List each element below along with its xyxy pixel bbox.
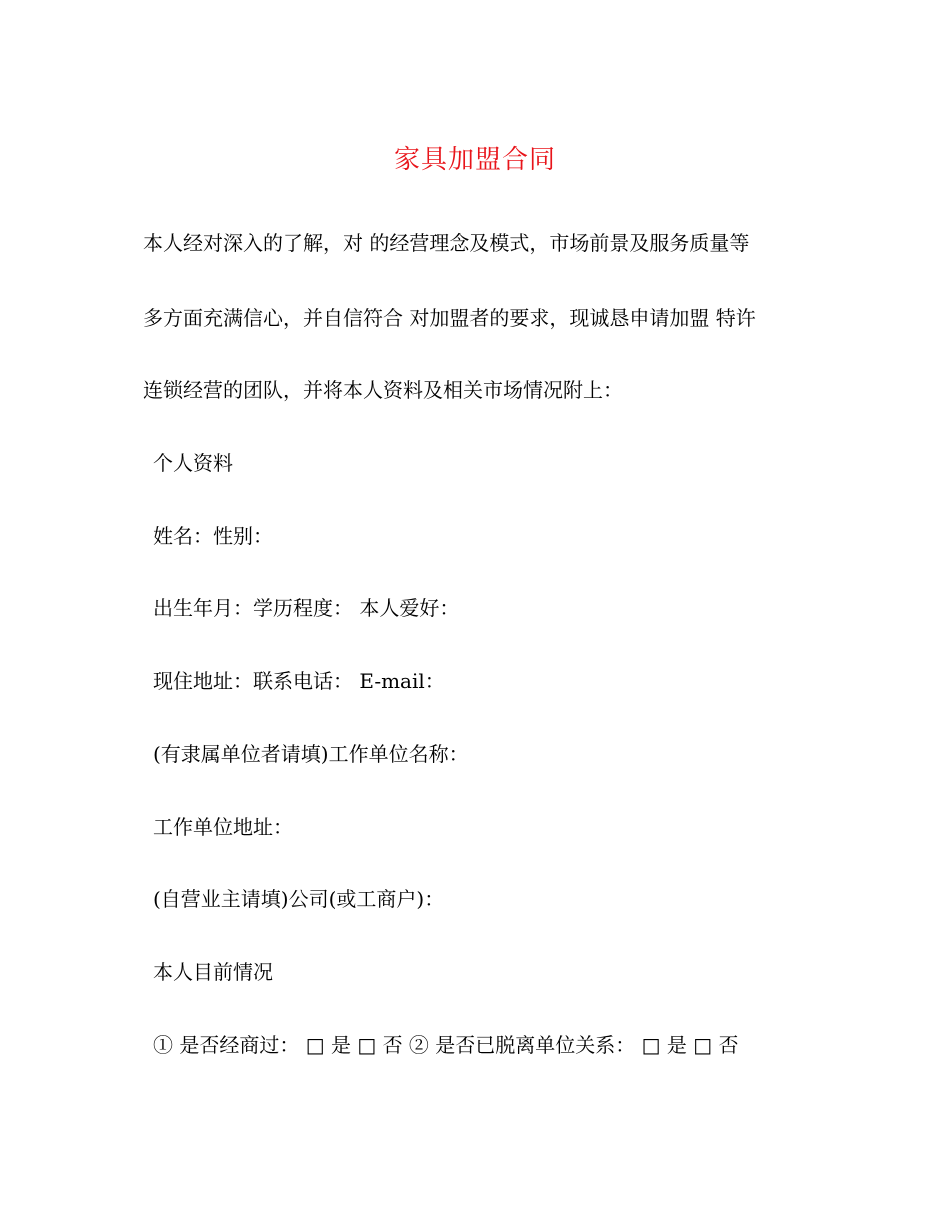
document-title: 家具加盟合同 — [393, 145, 556, 175]
field-name-gender: 姓名：性别： — [153, 524, 273, 548]
intro-line-1: 本人经对深入的了解，对 的经营理念及模式，市场前景及服务质量等 — [143, 231, 750, 255]
section-heading-current-status: 本人目前情况 — [153, 960, 273, 984]
field-employer-name: (有隶属单位者请填)工作单位名称： — [153, 742, 469, 766]
section-heading-personal-info: 个人资料 — [153, 451, 233, 475]
field-self-employed-company: (自营业主请填)公司(或工商户)： — [153, 887, 445, 911]
status-checkbox-line: ① 是否经商过： □ 是 □ 否 ② 是否已脱离单位关系： □ 是 □ 否 — [153, 1033, 739, 1057]
field-employer-address: 工作单位地址： — [153, 815, 293, 839]
field-birth-education-hobby: 出生年月：学历程度： 本人爱好： — [153, 596, 460, 620]
intro-line-2: 多方面充满信心，并自信符合 对加盟者的要求，现诚恳申请加盟 特许 — [143, 306, 756, 330]
field-address-phone-email: 现住地址：联系电话： E-mail： — [153, 669, 445, 693]
intro-line-3: 连锁经营的团队，并将本人资料及相关市场情况附上： — [143, 378, 623, 402]
